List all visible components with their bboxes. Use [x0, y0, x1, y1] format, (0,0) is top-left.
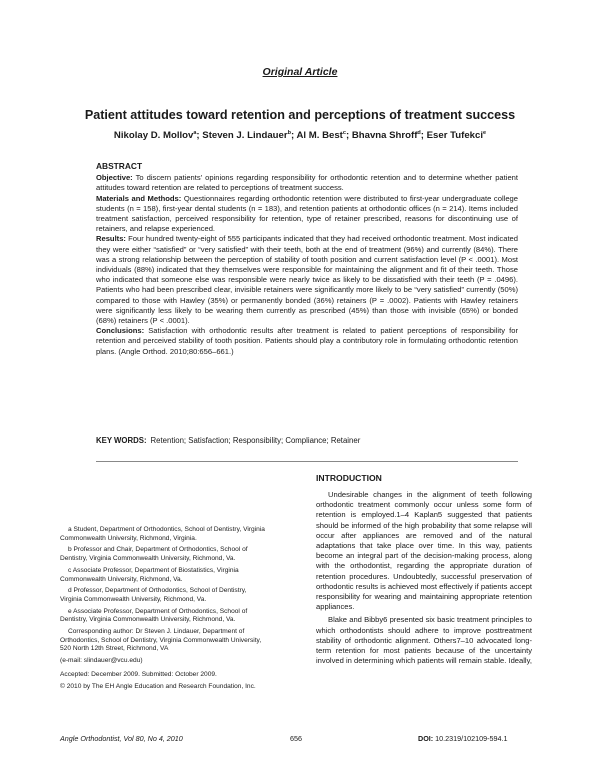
abstract-heading: ABSTRACT: [96, 161, 143, 171]
author-name: Al M. Best: [296, 130, 343, 142]
author-separator: ;: [290, 130, 297, 142]
introduction-heading: INTRODUCTION: [316, 473, 382, 483]
abstract-objective: [96, 173, 518, 193]
results-label: Results:: [96, 234, 126, 244]
author-mark: e: [483, 130, 487, 136]
abstract-conclusions: [96, 326, 518, 357]
author-mark: a: [193, 130, 197, 136]
author-name: Steven J. Lindauer: [202, 130, 288, 142]
dates-received: Accepted: December 2009. Submitted: October 2009.: [60, 670, 217, 678]
page-number: 656: [290, 734, 302, 743]
section-divider: [96, 461, 518, 462]
author-notes: [60, 526, 270, 694]
author-name: Bhavna Shroff: [351, 130, 418, 142]
correspondence-email: (e-mail: slindauer@vcu.edu): [60, 657, 143, 665]
author-separator: ;: [196, 130, 203, 142]
methods-text: Questionnaires regarding orthodontic retention were distributed to first-year undergraduate college students (n = 158), first-year dental students (n = 183), and retention patients at orthodontic offices (n = 214). Items included treatment satisfaction, perceived responsibility for retention, type of retainer prescribed, reasons for discontinuing use of retainers, and relapse experienced.: [96, 193, 518, 234]
article-title: Patient attitudes toward retention and perceptions of treatment success: [84, 108, 516, 122]
objective-text: To discern patients' opinions regarding responsibility for orthodontic retention and to determine whether patient attitudes toward retention are related to perceptions of treatment success.: [96, 173, 518, 193]
results-text: Four hundred twenty-eight of 555 participants indicated that they had received orthodontic treatment. Most indicated they were either “satisfied” or “very satisfied” with their teeth, both at the end of treatment (96%) and currently (84%). There was a strong relationship between the perception of stability of tooth position and current satisfaction level (P < .0001). Most individuals (88%) indicated that they themselves were responsible for maintaining the alignment and fit of their teeth. Those who indicated that someone else was responsible were nearly twice as likely to be dissatisfied with their teeth (P = .0496). Patients who had been prescribed clear, invisible retainers were significantly more likely to be “very satisfied” currently (50%) compared to those with Hawley (35%) or permanently bonded (36%) retainers (P = .0002). Patients with Hawley retainers were significantly less likely to be wearing them currently as prescribed (45%) than those with invisible (65%) or bonded (68%) retainers (P < .0001).: [96, 234, 518, 326]
author-name: Nikolay D. Mollov: [113, 130, 194, 142]
author-name: Eser Tufekci: [426, 130, 484, 142]
keywords: [96, 436, 518, 445]
affiliation-note: c Associate Professor, Department of Biostatistics, Virginia Commonwealth University, Richmond, Va.: [60, 566, 239, 583]
intro-paragraph: Undesirable changes in the alignment of teeth following orthodontic treatment commonly occur unless some form of retention is employed.1–4 Kaplan5 suggested that patients should be informed of the high probability that some relapse will occur after appliances are removed and of the natural adaptations that take place over time. In this way, patients become an integral part of the decision-making process, along with the orthodontist, regarding the appropriate duration of retention procedures. Undoubtedly, successful preservation of orthodontic results is achieved most effectively if patients accept responsibility for wearing and maintaining appropriate retention appliances.: [316, 490, 532, 612]
keywords-label: KEY WORDS:: [96, 436, 147, 445]
conclusions-label: Conclusions:: [96, 326, 145, 336]
methods-label: Materials and Methods:: [96, 193, 182, 203]
author-list: [40, 130, 560, 141]
copyright-notice: © 2010 by The EH Angle Education and Research Foundation, Inc.: [60, 682, 256, 690]
doi-label: DOI:: [418, 734, 434, 743]
author-separator: ;: [345, 130, 352, 142]
introduction-body: [316, 490, 532, 730]
author-separator: ;: [420, 130, 427, 142]
abstract: [96, 161, 518, 357]
affiliation-note: e Associate Professor, Department of Orthodontics, School of Dentistry, Virginia Commonwealth University, Richmond, Va.: [60, 607, 248, 624]
keywords-text: Retention; Satisfaction; Responsibility; Compliance; Retainer: [150, 436, 361, 445]
article-type-label: Original Article: [262, 66, 338, 78]
author-mark: b: [287, 130, 291, 136]
author-mark: d: [417, 130, 421, 136]
affiliation-note: a Student, Department of Orthodontics, School of Dentistry, Virginia Commonwealth University, Richmond, Virginia.: [60, 526, 265, 542]
objective-label: Objective:: [96, 173, 133, 183]
doi: [418, 734, 508, 743]
abstract-methods: [96, 194, 518, 235]
intro-paragraph: Blake and Bibby6 presented six basic treatment principles to which orthodontists should adhere to improve posttreatment stability of orthodontic alignment. Others7–10 advocated long-term retention for most patients because of the uncertainty involved in determining which patients will remain stable. Ideally,: [316, 615, 532, 666]
affiliation-note: d Professor, Department of Orthodontics, School of Dentistry, Virginia Commonwealth University, Richmond, Va.: [60, 587, 247, 603]
journal-citation: Angle Orthodontist, Vol 80, No 4, 2010: [60, 734, 183, 743]
affiliation-note: b Professor and Chair, Department of Orthodontics, School of Dentistry, Virginia Commonwealth University, Richmond, Va.: [60, 546, 248, 563]
doi-value: 10.2319/102109-594.1: [435, 734, 508, 743]
abstract-results: [96, 234, 518, 326]
conclusions-text: Satisfaction with orthodontic results after treatment is related to patient perceptions of responsibility for retention and perceived stability of tooth position. Patients should play a contributory role in formulating orthodontic retention plans. (Angle Orthod. 2010;80:656–661.): [96, 326, 518, 356]
correspondence-address: Corresponding author: Dr Steven J. Lindauer, Department of Orthodontics, School of Dentistry, Virginia Commonwealth University, 520 North 12th Street, Richmond, VA: [60, 628, 262, 653]
author-mark: c: [342, 130, 346, 136]
